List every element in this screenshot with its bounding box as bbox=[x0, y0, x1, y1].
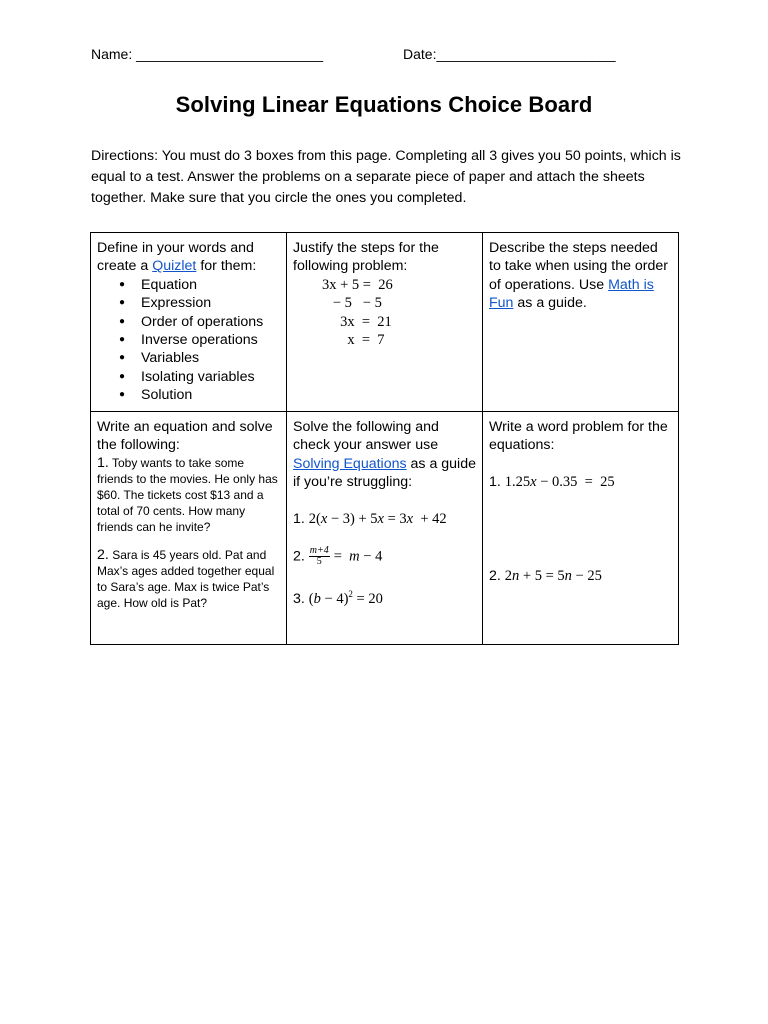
list-item: ● Equation bbox=[141, 276, 280, 294]
terms-list bbox=[97, 276, 280, 405]
justify-cell bbox=[287, 233, 483, 412]
describe-intro: Describe the steps needed to take when using the order of operations. Use Math is Fun as a guide. bbox=[489, 240, 669, 312]
word-problem-1: 1. Toby wants to take some friends to the movies. He only has $60. The tickets cost $13 and a total of 70 cents. How many friends can he invite? bbox=[97, 454, 278, 534]
equation-2: 2. $\frac{m+4}{5}$ = m − 4 bbox=[293, 545, 383, 568]
solve-check-cell bbox=[287, 412, 483, 645]
equation-step: 3x + 5 = 26 bbox=[322, 276, 393, 293]
equation-step: x = 7 bbox=[322, 332, 385, 349]
board-row-2 bbox=[91, 412, 679, 645]
equation-1: 1. 2(x − 3) + 5x = 3x + 42 bbox=[293, 510, 447, 527]
list-item: ● Isolating variables bbox=[141, 368, 280, 386]
list-item: ● Inverse operations bbox=[141, 331, 280, 349]
quizlet-link[interactable]: Quizlet bbox=[152, 258, 197, 275]
list-item: ● Expression bbox=[141, 294, 280, 312]
justify-intro: Justify the steps for the following problem: bbox=[293, 240, 439, 275]
write-solve-intro: Write an equation and solve the following: bbox=[97, 419, 273, 454]
page-title: Solving Linear Equations Choice Board bbox=[175, 92, 593, 117]
list-item: ● Variables bbox=[141, 349, 280, 367]
board-row-1 bbox=[91, 233, 679, 412]
define-intro: Define in your words and create a Quizlet for them: bbox=[97, 240, 257, 275]
equation-3: 3. $(b - 4)^2 = 20$ bbox=[293, 589, 383, 607]
describe-cell bbox=[483, 233, 679, 412]
choice-board bbox=[90, 232, 679, 645]
equation-4: 1. 1.25x − 0.35 = 25 bbox=[489, 473, 615, 490]
math-is-fun-link[interactable]: Math is Fun bbox=[489, 276, 654, 312]
equation-step: 3x = 21 bbox=[322, 313, 392, 330]
word-problem-intro: Write a word problem for the equations: bbox=[489, 419, 668, 454]
equation-5: 2. 2n + 5 = 5n − 25 bbox=[489, 568, 602, 585]
solve-check-intro: Solve the following and check your answer use Solving Equations as a guide if you’re struggling: bbox=[293, 419, 476, 491]
directions-text: Directions: You must do 3 boxes from this page. Completing all 3 gives you 50 points, which is equal to a test. Answer the problems on a separate piece of paper and attach the sheets together. Make sure that you circle the ones you completed. bbox=[91, 148, 681, 206]
list-item: ● Order of operations bbox=[141, 313, 280, 331]
word-problem-cell bbox=[483, 412, 679, 645]
list-item: ● Solution bbox=[141, 386, 280, 404]
solving-equations-link[interactable]: Solving Equations bbox=[293, 455, 407, 472]
date-field: Date:_______________________ bbox=[403, 46, 616, 62]
write-solve-cell bbox=[91, 412, 287, 645]
fraction: $\frac{m+4}{5}$ bbox=[309, 545, 329, 568]
equation-step: − 5 − 5 bbox=[322, 295, 382, 312]
word-problem-2: 2. Sara is 45 years old. Pat and Max’s ages added together equal to Sara’s age. Max is twice Pat’s age. How old is Pat? bbox=[97, 546, 275, 610]
name-field: Name: ________________________ bbox=[91, 46, 323, 62]
define-cell bbox=[91, 233, 287, 412]
equation-steps bbox=[322, 276, 476, 350]
